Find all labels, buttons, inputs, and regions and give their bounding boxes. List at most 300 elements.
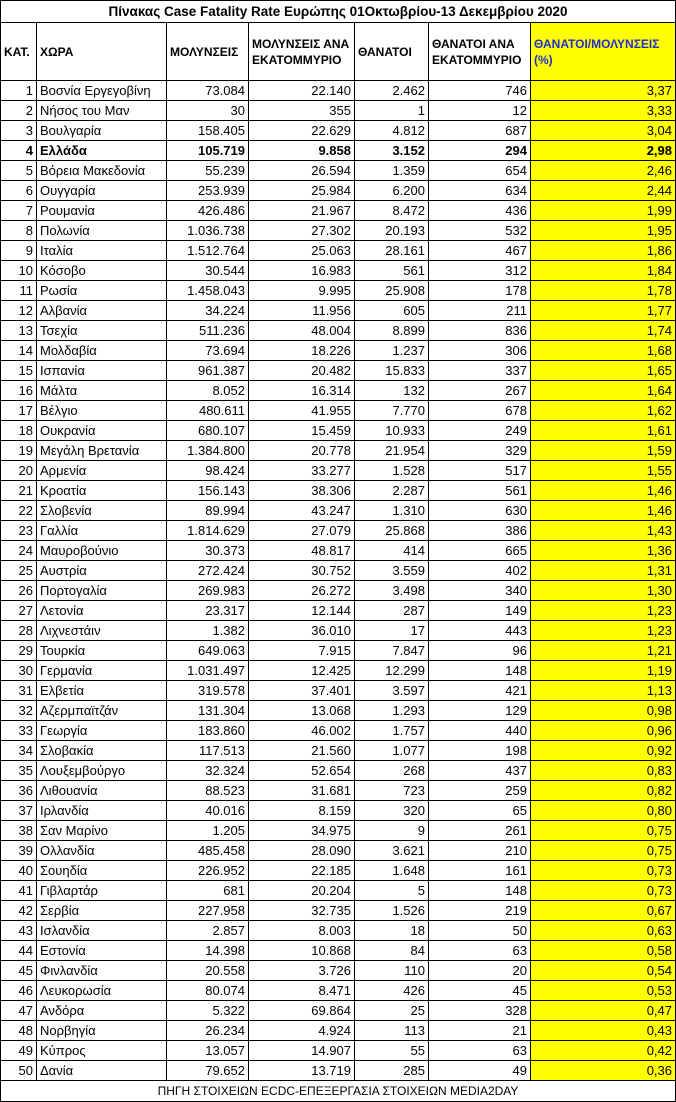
cell-deaths: 1.237 — [355, 341, 429, 361]
table-row — [1, 581, 676, 601]
cell-infections-per-million: 41.955 — [249, 401, 355, 421]
cell-infections: 253.939 — [167, 181, 249, 201]
cell-cfr: 1,43 — [531, 521, 676, 541]
cell-infections: 680.107 — [167, 421, 249, 441]
cell-country: Νήσος του Μαν — [37, 101, 167, 121]
cell-infections: 961.387 — [167, 361, 249, 381]
cell-deaths: 1.293 — [355, 701, 429, 721]
cell-deaths: 9 — [355, 821, 429, 841]
cell-infections: 26.234 — [167, 1021, 249, 1041]
cell-infections: 2.857 — [167, 921, 249, 941]
table-row — [1, 1061, 676, 1081]
cell-infections: 32.324 — [167, 761, 249, 781]
table-row — [1, 541, 676, 561]
cell-infections: 88.523 — [167, 781, 249, 801]
cell-country: Ρωσία — [37, 281, 167, 301]
cell-infections-per-million: 12.425 — [249, 661, 355, 681]
cell-deaths-per-million: 836 — [429, 321, 531, 341]
cell-deaths-per-million: 665 — [429, 541, 531, 561]
cell-infections: 227.958 — [167, 901, 249, 921]
cell-deaths: 1.528 — [355, 461, 429, 481]
cell-country: Σουηδία — [37, 861, 167, 881]
cell-cfr: 0,58 — [531, 941, 676, 961]
cell-infections: 20.558 — [167, 961, 249, 981]
table-row — [1, 401, 676, 421]
cell-country: Βοσνία Εργεγοβίνη — [37, 81, 167, 101]
cell-cfr: 1,23 — [531, 601, 676, 621]
cell-infections-per-million: 20.778 — [249, 441, 355, 461]
cell-deaths: 55 — [355, 1041, 429, 1061]
cell-infections: 426.486 — [167, 201, 249, 221]
table-row — [1, 381, 676, 401]
cell-cfr: 1,86 — [531, 241, 676, 261]
cell-rank: 49 — [1, 1041, 37, 1061]
cell-infections-per-million: 33.277 — [249, 461, 355, 481]
cell-cfr: 0,82 — [531, 781, 676, 801]
cell-country: Βόρεια Μακεδονία — [37, 161, 167, 181]
cell-cfr: 0,73 — [531, 881, 676, 901]
cell-cfr: 1,55 — [531, 461, 676, 481]
cell-deaths: 723 — [355, 781, 429, 801]
cell-rank: 46 — [1, 981, 37, 1001]
cell-rank: 43 — [1, 921, 37, 941]
cell-infections: 30.544 — [167, 261, 249, 281]
table-row — [1, 321, 676, 341]
cell-deaths: 1.310 — [355, 501, 429, 521]
cell-cfr: 1,46 — [531, 481, 676, 501]
cell-country: Ουκρανία — [37, 421, 167, 441]
table-row — [1, 961, 676, 981]
cell-deaths-per-million: 687 — [429, 121, 531, 141]
cell-infections: 1.031.497 — [167, 661, 249, 681]
cell-cfr: 1,13 — [531, 681, 676, 701]
header-country: ΧΩΡΑ — [37, 23, 167, 81]
table-row — [1, 721, 676, 741]
cell-deaths-per-million: 654 — [429, 161, 531, 181]
cell-deaths-per-million: 294 — [429, 141, 531, 161]
cell-rank: 25 — [1, 561, 37, 581]
cell-infections: 681 — [167, 881, 249, 901]
table-row — [1, 701, 676, 721]
cell-rank: 11 — [1, 281, 37, 301]
cell-country: Τσεχία — [37, 321, 167, 341]
cell-deaths-per-million: 561 — [429, 481, 531, 501]
cell-cfr: 0,42 — [531, 1041, 676, 1061]
cell-rank: 8 — [1, 221, 37, 241]
cell-rank: 6 — [1, 181, 37, 201]
cell-deaths: 132 — [355, 381, 429, 401]
table-row — [1, 81, 676, 101]
cell-country: Σερβία — [37, 901, 167, 921]
cell-infections: 5.322 — [167, 1001, 249, 1021]
cell-deaths: 3.498 — [355, 581, 429, 601]
cell-infections: 34.224 — [167, 301, 249, 321]
cell-infections: 30.373 — [167, 541, 249, 561]
cell-infections-per-million: 36.010 — [249, 621, 355, 641]
cell-country: Ελλάδα — [37, 141, 167, 161]
cell-deaths: 1.757 — [355, 721, 429, 741]
table-row — [1, 821, 676, 841]
cell-infections: 23.317 — [167, 601, 249, 621]
cell-deaths-per-million: 634 — [429, 181, 531, 201]
table-row — [1, 281, 676, 301]
cell-infections: 13.057 — [167, 1041, 249, 1061]
table-row — [1, 1001, 676, 1021]
header-row — [1, 23, 676, 81]
cell-deaths: 1.077 — [355, 741, 429, 761]
cell-infections-per-million: 25.063 — [249, 241, 355, 261]
cell-infections-per-million: 31.681 — [249, 781, 355, 801]
cell-infections: 1.384.800 — [167, 441, 249, 461]
table-row — [1, 921, 676, 941]
cell-infections-per-million: 37.401 — [249, 681, 355, 701]
cell-cfr: 0,98 — [531, 701, 676, 721]
cell-infections: 80.074 — [167, 981, 249, 1001]
cell-infections-per-million: 13.719 — [249, 1061, 355, 1081]
table-row — [1, 1021, 676, 1041]
cell-deaths-per-million: 340 — [429, 581, 531, 601]
cell-infections-per-million: 22.629 — [249, 121, 355, 141]
cell-country: Τουρκία — [37, 641, 167, 661]
cell-infections: 158.405 — [167, 121, 249, 141]
table-row — [1, 501, 676, 521]
cell-rank: 33 — [1, 721, 37, 741]
cell-deaths-per-million: 21 — [429, 1021, 531, 1041]
cell-infections: 269.983 — [167, 581, 249, 601]
cell-cfr: 1,61 — [531, 421, 676, 441]
cell-country: Ανδόρα — [37, 1001, 167, 1021]
cell-infections-per-million: 38.306 — [249, 481, 355, 501]
cell-deaths-per-million: 337 — [429, 361, 531, 381]
cell-cfr: 1,64 — [531, 381, 676, 401]
cell-deaths: 1.359 — [355, 161, 429, 181]
cell-deaths-per-million: 63 — [429, 941, 531, 961]
cell-infections-per-million: 43.247 — [249, 501, 355, 521]
cell-rank: 2 — [1, 101, 37, 121]
cell-deaths: 21.954 — [355, 441, 429, 461]
cell-rank: 13 — [1, 321, 37, 341]
cell-infections: 73.694 — [167, 341, 249, 361]
cell-country: Μολδαβία — [37, 341, 167, 361]
cell-deaths: 426 — [355, 981, 429, 1001]
cell-infections: 131.304 — [167, 701, 249, 721]
cell-country: Ιταλία — [37, 241, 167, 261]
cell-deaths-per-million: 148 — [429, 661, 531, 681]
cell-deaths-per-million: 259 — [429, 781, 531, 801]
cell-deaths: 20.193 — [355, 221, 429, 241]
table-row — [1, 1041, 676, 1061]
table-row — [1, 661, 676, 681]
cell-deaths-per-million: 467 — [429, 241, 531, 261]
cell-country: Γιβλαρτάρ — [37, 881, 167, 901]
cell-infections: 14.398 — [167, 941, 249, 961]
cell-rank: 1 — [1, 81, 37, 101]
cell-infections-per-million: 32.735 — [249, 901, 355, 921]
cell-rank: 41 — [1, 881, 37, 901]
cell-infections-per-million: 11.956 — [249, 301, 355, 321]
cell-country: Ελβετία — [37, 681, 167, 701]
cell-infections: 79.652 — [167, 1061, 249, 1081]
cell-infections: 511.236 — [167, 321, 249, 341]
cell-deaths: 8.472 — [355, 201, 429, 221]
cell-infections-per-million: 28.090 — [249, 841, 355, 861]
cell-cfr: 1,46 — [531, 501, 676, 521]
cell-cfr: 0,83 — [531, 761, 676, 781]
cell-rank: 7 — [1, 201, 37, 221]
cell-country: Βέλγιο — [37, 401, 167, 421]
cell-deaths-per-million: 312 — [429, 261, 531, 281]
cell-rank: 4 — [1, 141, 37, 161]
table-row — [1, 181, 676, 201]
cell-infections-per-million: 48.004 — [249, 321, 355, 341]
cell-infections: 98.424 — [167, 461, 249, 481]
cell-deaths: 113 — [355, 1021, 429, 1041]
table-row — [1, 981, 676, 1001]
cell-country: Μάλτα — [37, 381, 167, 401]
cell-infections: 1.036.738 — [167, 221, 249, 241]
cell-deaths: 12.299 — [355, 661, 429, 681]
cell-country: Κύπρος — [37, 1041, 167, 1061]
cell-infections-per-million: 26.594 — [249, 161, 355, 181]
cell-infections: 8.052 — [167, 381, 249, 401]
cell-country: Ολλανδία — [37, 841, 167, 861]
cell-country: Λευκορωσία — [37, 981, 167, 1001]
cell-country: Κροατία — [37, 481, 167, 501]
cell-deaths-per-million: 630 — [429, 501, 531, 521]
cell-infections: 73.084 — [167, 81, 249, 101]
cell-infections-per-million: 20.482 — [249, 361, 355, 381]
cell-deaths-per-million: 746 — [429, 81, 531, 101]
table-row — [1, 341, 676, 361]
cell-cfr: 1,31 — [531, 561, 676, 581]
cell-infections-per-million: 34.975 — [249, 821, 355, 841]
cell-deaths-per-million: 532 — [429, 221, 531, 241]
cell-deaths-per-million: 421 — [429, 681, 531, 701]
cell-infections-per-million: 355 — [249, 101, 355, 121]
cell-infections-per-million: 18.226 — [249, 341, 355, 361]
cell-rank: 47 — [1, 1001, 37, 1021]
table-row — [1, 141, 676, 161]
table-row — [1, 261, 676, 281]
cell-cfr: 0,96 — [531, 721, 676, 741]
cell-cfr: 1,68 — [531, 341, 676, 361]
cell-cfr: 1,21 — [531, 641, 676, 661]
table-title: Πίνακας Case Fatality Rate Ευρώπης 01Οκτωβρίου-13 Δεκεμβρίου 2020 — [1, 1, 676, 23]
cell-cfr: 0,36 — [531, 1061, 676, 1081]
table-row — [1, 881, 676, 901]
cell-cfr: 1,84 — [531, 261, 676, 281]
table-row — [1, 361, 676, 381]
cell-deaths-per-million: 440 — [429, 721, 531, 741]
table-row — [1, 681, 676, 701]
table-row — [1, 481, 676, 501]
cell-deaths-per-million: 63 — [429, 1041, 531, 1061]
cell-rank: 38 — [1, 821, 37, 841]
cell-infections-per-million: 22.140 — [249, 81, 355, 101]
header-deaths-per-million: ΘΑΝΑΤΟΙ ΑΝΑ ΕΚΑΤΟΜΜΥΡΙΟ — [429, 23, 531, 81]
cell-country: Ουγγαρία — [37, 181, 167, 201]
cell-infections: 117.513 — [167, 741, 249, 761]
cell-cfr: 3,33 — [531, 101, 676, 121]
cell-deaths: 3.559 — [355, 561, 429, 581]
cell-deaths-per-million: 437 — [429, 761, 531, 781]
cell-deaths: 1 — [355, 101, 429, 121]
cell-deaths-per-million: 249 — [429, 421, 531, 441]
cell-cfr: 2,98 — [531, 141, 676, 161]
cell-country: Λιχνεστάιν — [37, 621, 167, 641]
cell-rank: 3 — [1, 121, 37, 141]
table-row — [1, 941, 676, 961]
cell-rank: 24 — [1, 541, 37, 561]
cell-rank: 44 — [1, 941, 37, 961]
cell-deaths-per-million: 20 — [429, 961, 531, 981]
cell-country: Γεωργία — [37, 721, 167, 741]
cell-infections-per-million: 14.907 — [249, 1041, 355, 1061]
cell-deaths: 25 — [355, 1001, 429, 1021]
cell-deaths: 3.621 — [355, 841, 429, 861]
cell-deaths: 2.462 — [355, 81, 429, 101]
cell-deaths-per-million: 50 — [429, 921, 531, 941]
cell-infections-per-million: 52.654 — [249, 761, 355, 781]
cell-country: Ιρλανδία — [37, 801, 167, 821]
cell-country: Ισπανία — [37, 361, 167, 381]
table-row — [1, 621, 676, 641]
cell-rank: 18 — [1, 421, 37, 441]
cell-infections-per-million: 12.144 — [249, 601, 355, 621]
cell-deaths-per-million: 211 — [429, 301, 531, 321]
cell-infections-per-million: 15.459 — [249, 421, 355, 441]
cell-infections: 485.458 — [167, 841, 249, 861]
cell-infections: 1.814.629 — [167, 521, 249, 541]
cell-infections-per-million: 13.068 — [249, 701, 355, 721]
cell-infections-per-million: 4.924 — [249, 1021, 355, 1041]
cell-cfr: 1,74 — [531, 321, 676, 341]
cell-deaths-per-million: 443 — [429, 621, 531, 641]
cell-deaths-per-million: 65 — [429, 801, 531, 821]
cell-cfr: 1,78 — [531, 281, 676, 301]
cell-infections: 55.239 — [167, 161, 249, 181]
cell-cfr: 0,73 — [531, 861, 676, 881]
cell-infections-per-million: 16.314 — [249, 381, 355, 401]
cell-infections-per-million: 25.984 — [249, 181, 355, 201]
cell-deaths: 285 — [355, 1061, 429, 1081]
source-note: ΠΗΓΗ ΣΤΟΙΧΕΙΩΝ ECDC-ΕΠΕΞΕΡΓΑΣΙΑ ΣΤΟΙΧΕΙΩΝ MEDIA2DAY — [1, 1081, 676, 1102]
cell-deaths: 1.648 — [355, 861, 429, 881]
cell-infections-per-million: 8.471 — [249, 981, 355, 1001]
cell-cfr: 0,54 — [531, 961, 676, 981]
cell-infections-per-million: 27.302 — [249, 221, 355, 241]
table-row — [1, 901, 676, 921]
cell-rank: 16 — [1, 381, 37, 401]
cell-rank: 5 — [1, 161, 37, 181]
cell-deaths-per-million: 219 — [429, 901, 531, 921]
cell-cfr: 0,75 — [531, 841, 676, 861]
cell-infections-per-million: 7.915 — [249, 641, 355, 661]
cell-deaths-per-million: 328 — [429, 1001, 531, 1021]
cell-deaths: 320 — [355, 801, 429, 821]
cell-deaths-per-million: 678 — [429, 401, 531, 421]
cell-rank: 35 — [1, 761, 37, 781]
cell-infections: 272.424 — [167, 561, 249, 581]
cell-rank: 37 — [1, 801, 37, 821]
cell-infections-per-million: 21.967 — [249, 201, 355, 221]
cell-infections: 1.205 — [167, 821, 249, 841]
cell-country: Λουξεμβούργο — [37, 761, 167, 781]
header-rank: ΚΑΤ. — [1, 23, 37, 81]
cell-cfr: 0,43 — [531, 1021, 676, 1041]
cell-country: Γερμανία — [37, 661, 167, 681]
cell-deaths: 1.526 — [355, 901, 429, 921]
cell-rank: 50 — [1, 1061, 37, 1081]
table-row — [1, 801, 676, 821]
cell-infections: 183.860 — [167, 721, 249, 741]
cell-deaths: 414 — [355, 541, 429, 561]
cell-deaths: 5 — [355, 881, 429, 901]
cell-cfr: 1,77 — [531, 301, 676, 321]
cell-country: Γαλλία — [37, 521, 167, 541]
cell-country: Σλοβενία — [37, 501, 167, 521]
cell-country: Λιθουανία — [37, 781, 167, 801]
cell-rank: 29 — [1, 641, 37, 661]
cell-cfr: 1,30 — [531, 581, 676, 601]
table-row — [1, 301, 676, 321]
cell-cfr: 1,19 — [531, 661, 676, 681]
cell-country: Σαν Μαρίνο — [37, 821, 167, 841]
cell-country: Αρμενία — [37, 461, 167, 481]
cell-deaths: 25.868 — [355, 521, 429, 541]
cell-deaths: 2.287 — [355, 481, 429, 501]
cell-rank: 14 — [1, 341, 37, 361]
cell-deaths-per-million: 386 — [429, 521, 531, 541]
cell-infections: 40.016 — [167, 801, 249, 821]
cell-infections-per-million: 22.185 — [249, 861, 355, 881]
cell-rank: 22 — [1, 501, 37, 521]
cell-country: Ρουμανία — [37, 201, 167, 221]
cell-infections-per-million: 3.726 — [249, 961, 355, 981]
cell-deaths: 17 — [355, 621, 429, 641]
cell-country: Αζερμπαϊτζάν — [37, 701, 167, 721]
cell-deaths-per-million: 261 — [429, 821, 531, 841]
cell-country: Μεγάλη Βρετανία — [37, 441, 167, 461]
cell-rank: 15 — [1, 361, 37, 381]
cell-infections-per-million: 9.995 — [249, 281, 355, 301]
table-row — [1, 161, 676, 181]
cell-deaths: 10.933 — [355, 421, 429, 441]
cell-rank: 36 — [1, 781, 37, 801]
cell-infections: 319.578 — [167, 681, 249, 701]
cell-infections-per-million: 16.983 — [249, 261, 355, 281]
cell-infections: 105.719 — [167, 141, 249, 161]
cell-deaths: 110 — [355, 961, 429, 981]
cell-country: Αυστρία — [37, 561, 167, 581]
table-row — [1, 121, 676, 141]
cell-infections-per-million: 10.868 — [249, 941, 355, 961]
cell-country: Φινλανδία — [37, 961, 167, 981]
cell-country: Δανία — [37, 1061, 167, 1081]
cell-cfr: 2,44 — [531, 181, 676, 201]
cell-cfr: 1,99 — [531, 201, 676, 221]
table-row — [1, 841, 676, 861]
cell-infections: 156.143 — [167, 481, 249, 501]
table-row — [1, 861, 676, 881]
cell-infections-per-million: 8.003 — [249, 921, 355, 941]
cell-deaths-per-million: 198 — [429, 741, 531, 761]
cell-infections-per-million: 69.864 — [249, 1001, 355, 1021]
cell-infections: 226.952 — [167, 861, 249, 881]
table-row — [1, 101, 676, 121]
cell-deaths: 287 — [355, 601, 429, 621]
cell-deaths: 84 — [355, 941, 429, 961]
